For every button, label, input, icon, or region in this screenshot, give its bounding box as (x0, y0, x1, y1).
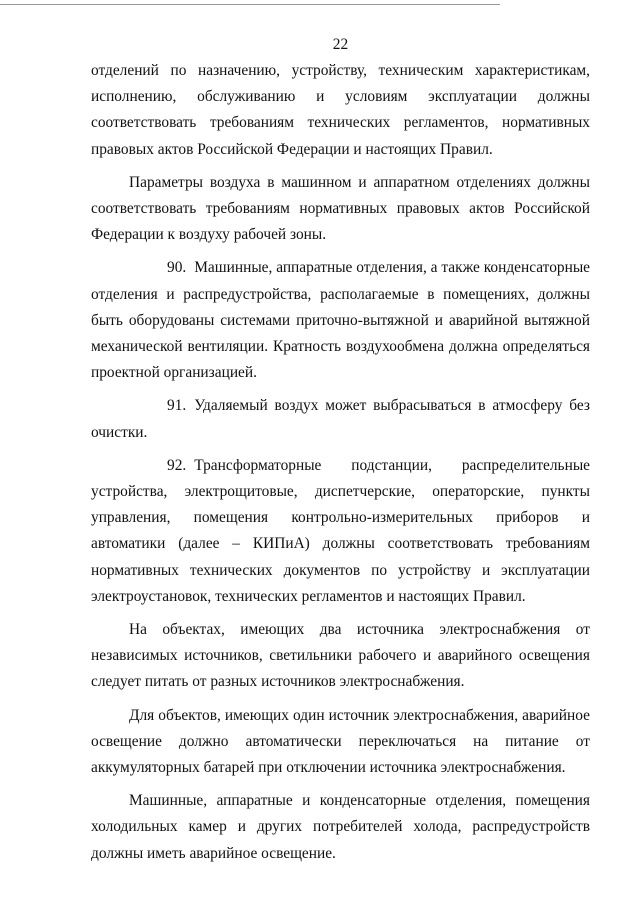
paragraph-text: Трансформаторные подстанции, распределительные устройства, электрощитовые, диспетчерские, операторские, пункты управления, помещения контрольно-измерительных приборов и автоматики (далее – КИПиА) должны соответствовать требованиям нормативных технических документов по устройству и эксплуатации электроустановок, технических регламентов и настоящих Правил. (91, 456, 590, 605)
scan-top-edge-line (0, 4, 500, 5)
paragraph-text: Параметры воздуха в машинном и аппаратном отделениях должны соответствовать требованиям нормативных правовых актов Российской Федерации к воздуху рабочей зоны. (91, 173, 590, 244)
paragraph-emergency-lighting (91, 788, 590, 867)
document-page (91, 32, 590, 874)
page-number: 22 (332, 36, 349, 53)
paragraph-continuation (91, 58, 590, 163)
item-number: 92. (167, 456, 187, 474)
paragraph-two-power-sources (91, 617, 590, 696)
paragraph-one-power-source (91, 703, 590, 782)
paragraph-text: На объектах, имеющих два источника электроснабжения от независимых источников, светильники рабочего и аварийного освещения следует питать от разных источников электроснабжения. (91, 621, 590, 691)
item-number: 91. (167, 397, 187, 415)
paragraph-text: Удаляемый воздух может выбрасываться в атмосферу без очистки. (91, 397, 590, 441)
paragraph-item-92 (91, 453, 590, 610)
item-number: 90. (167, 259, 187, 277)
paragraph-item-91 (91, 393, 590, 445)
paragraph-text: Машинные, аппаратные отделения, а также конденсаторные отделения и распредустройства, располагаемые в помещениях, должны быть оборудованы системами приточно-вытяжной и аварийной вытяжной механической вентиляции. Кратность воздухообмена должна определяться проектной организацией. (91, 259, 590, 382)
paragraph-text: Для объектов, имеющих один источник электроснабжения, аварийное освещение должно автоматически переключаться на питание от аккумуляторных батарей при отключении источника электроснабжения. (91, 706, 590, 777)
paragraph-item-90 (91, 255, 590, 386)
paragraph-text: Машинные, аппаратные и конденсаторные отделения, помещения холодильных камер и других потребителей холода, распредустройств должны иметь аварийное освещение. (91, 792, 590, 862)
paragraph-air-parameters (91, 170, 590, 249)
paragraph-text: отделений по назначению, устройству, техническим характеристикам, исполнению, обслуживанию и условиям эксплуатации должны соответствовать требованиям технических регламентов, нормативных правовых актов Российской Федерации и настоящих Правил. (91, 62, 590, 158)
